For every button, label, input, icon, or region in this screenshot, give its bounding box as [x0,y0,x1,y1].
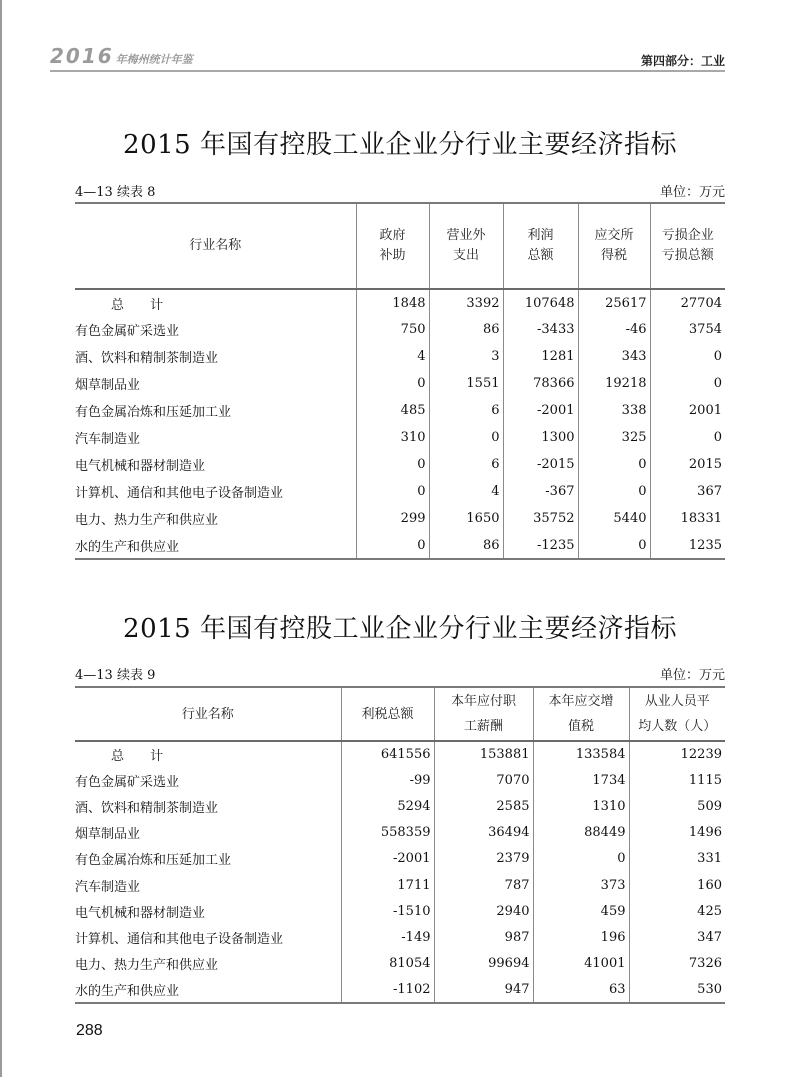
cell-value: 787 [434,872,533,898]
cell-value: 0 [356,532,429,559]
column-header [629,687,725,741]
cell-value: 558359 [341,820,434,846]
cell-value: 78366 [503,370,578,397]
cell-value: 86 [429,316,503,343]
industry-name: 酒、饮料和精制茶制造业 [75,351,219,366]
header-line: 亏损企业 [661,228,714,243]
table9-unit: 单位：万元 [659,668,725,683]
column-header [356,203,429,289]
industry-name: 烟草制品业 [75,827,141,843]
cell-value: 2940 [434,898,533,924]
industry-name: 有色金属冶炼和压延加工业 [75,853,232,869]
cell-value: 0 [533,846,629,872]
table-row-total [75,289,725,316]
table-row [75,820,725,846]
cell-value: 331 [629,846,725,872]
header-line: 本年应付职 [450,694,516,709]
cell-value: 1496 [629,820,725,846]
cell-value: 0 [356,370,429,397]
table-row [75,846,725,872]
header-line: 利润 [527,228,554,243]
industry-name: 总 计 [111,749,164,765]
cell-value: 3392 [429,289,503,316]
cell-value: -2001 [503,397,578,424]
cell-value: 485 [356,397,429,424]
cell-value: 641556 [341,741,434,767]
table-row [75,951,725,977]
cell-value: 2015 [650,451,725,478]
table-row [75,424,725,451]
industry-name: 电气机械和器材制造业 [75,459,206,474]
cell-value: 107648 [503,289,578,316]
cell-value: 947 [434,977,533,1003]
header-industry-name [75,203,356,289]
table8-title: 2015 年国有控股工业企业分行业主要经济指标 [123,130,677,160]
page-edge-rule [0,0,2,1077]
cell-value: 1734 [533,767,629,793]
cell-value: 63 [533,977,629,1003]
table8-unit: 单位：万元 [659,185,725,200]
running-header [50,44,725,72]
cell-value: 0 [578,478,650,505]
table-row [75,767,725,793]
cell-value: 0 [356,451,429,478]
cell-value: 6 [429,397,503,424]
cell-value: 425 [629,898,725,924]
cell-value: -2015 [503,451,578,478]
table-row [75,478,725,505]
header-line: 本年应交增 [548,694,614,709]
cell-value: 0 [578,451,650,478]
cell-value: 0 [429,424,503,451]
cell-value: 367 [650,478,725,505]
cell-value: 99694 [434,951,533,977]
industry-name: 有色金属矿采选业 [75,324,180,339]
table9 [75,686,725,1004]
table9-body [75,741,725,1003]
industry-name: 酒、饮料和精制茶制造业 [75,800,219,816]
yearbook-year: 2016 [50,44,114,68]
header-line: 利税总额 [361,706,414,722]
header-line: 行业名称 [189,238,242,253]
cell-value: 25617 [578,289,650,316]
cell-value: 0 [650,370,725,397]
cell-value: 86 [429,532,503,559]
column-header [503,203,578,289]
cell-value: 160 [629,872,725,898]
cell-value: -1102 [341,977,434,1003]
column-header [650,203,725,289]
cell-value: 1310 [533,793,629,819]
header-industry-name [75,687,341,741]
cell-value: 1281 [503,343,578,370]
cell-value: 12239 [629,741,725,767]
cell-value: 530 [629,977,725,1003]
industry-name: 水的生产和供应业 [75,539,180,555]
cell-value: 3 [429,343,503,370]
table-row [75,793,725,819]
yearbook-title [50,44,193,68]
header-line: 得税 [600,248,627,263]
cell-value: 1711 [341,872,434,898]
table9-header-row [75,687,725,741]
cell-value: 1115 [629,767,725,793]
column-header [434,687,533,741]
cell-value: 509 [629,793,725,819]
cell-value: 347 [629,924,725,950]
industry-name: 有色金属矿采选业 [75,774,180,790]
cell-value: 35752 [503,505,578,532]
cell-value: 81054 [341,951,434,977]
table8 [75,202,725,560]
cell-value: 153881 [434,741,533,767]
column-header [341,687,434,741]
industry-name: 电力、热力生产和供应业 [75,958,219,974]
cell-value: 6 [429,451,503,478]
cell-value: -1510 [341,898,434,924]
cell-value: 18331 [650,505,725,532]
table-row-total [75,741,725,767]
table-row [75,898,725,924]
cell-value: 1300 [503,424,578,451]
industry-name: 计算机、通信和其他电子设备制造业 [75,931,284,947]
cell-value: 310 [356,424,429,451]
cell-value: 987 [434,924,533,950]
cell-value: 27704 [650,289,725,316]
column-header [578,203,650,289]
cell-value: 0 [650,424,725,451]
cell-value: 1551 [429,370,503,397]
cell-value: 5440 [578,505,650,532]
cell-value: 41001 [533,951,629,977]
cell-value: 4 [429,478,503,505]
header-line: 从业人员平 [644,694,710,709]
table-row [75,397,725,424]
header-line: 补助 [379,248,406,263]
header-line: 支出 [452,248,479,263]
cell-value: 0 [356,478,429,505]
table8-caption [75,182,725,202]
cell-value: -149 [341,924,434,950]
cell-value: 133584 [533,741,629,767]
cell-value: -2001 [341,846,434,872]
cell-value: -99 [341,767,434,793]
cell-value: -367 [503,478,578,505]
cell-value: 36494 [434,820,533,846]
industry-name: 电气机械和器材制造业 [75,905,206,921]
industry-name: 计算机、通信和其他电子设备制造业 [75,486,284,501]
cell-value: 5294 [341,793,434,819]
cell-value: 325 [578,424,650,451]
cell-value: 0 [650,343,725,370]
cell-value: 338 [578,397,650,424]
table-row [75,370,725,397]
table-row [75,924,725,950]
industry-name: 烟草制品业 [75,378,141,393]
cell-value: 750 [356,316,429,343]
header-line: 应交所 [594,228,634,243]
table9-code: 4—13 续表 9 [75,668,156,683]
cell-value: 4 [356,343,429,370]
industry-name: 水的生产和供应业 [75,983,180,999]
header-line: 工薪酬 [463,719,503,734]
cell-value: 7326 [629,951,725,977]
yearbook-name: 年梅州统计年鉴 [115,53,193,66]
cell-value: 19218 [578,370,650,397]
header-line: 行业名称 [181,706,234,722]
header-line: 亏损总额 [661,248,714,263]
cell-value: 2585 [434,793,533,819]
table9-title: 2015 年国有控股工业企业分行业主要经济指标 [123,614,677,644]
table8-header-row [75,203,725,289]
cell-value: -46 [578,316,650,343]
cell-value: 88449 [533,820,629,846]
table-row [75,316,725,343]
industry-name: 汽车制造业 [75,432,141,447]
table-row [75,505,725,532]
cell-value: 0 [578,532,650,559]
column-header [429,203,503,289]
cell-value: 2001 [650,397,725,424]
cell-value: 3754 [650,316,725,343]
cell-value: 2379 [434,846,533,872]
header-line: 均人数（人） [638,719,717,734]
header-line: 总额 [527,248,554,263]
cell-value: 1235 [650,532,725,559]
cell-value: 7070 [434,767,533,793]
industry-name: 电力、热力生产和供应业 [75,513,219,528]
cell-value: 299 [356,505,429,532]
table-row [75,343,725,370]
industry-name: 总 计 [111,297,164,313]
cell-value: -1235 [503,532,578,559]
cell-value: 1848 [356,289,429,316]
cell-value: 343 [578,343,650,370]
table-row [75,532,725,559]
table8-code: 4—13 续表 8 [75,185,156,200]
section-label: 第四部分：工业 [640,54,725,68]
cell-value: 459 [533,898,629,924]
cell-value: 1650 [429,505,503,532]
header-line: 营业外 [446,228,486,243]
header-line: 值税 [567,719,594,734]
header-line: 政府 [379,228,406,243]
industry-name: 汽车制造业 [75,879,141,895]
cell-value: 196 [533,924,629,950]
cell-value: 373 [533,872,629,898]
page-number: 288 [76,1022,103,1039]
table-row [75,977,725,1003]
table-row [75,872,725,898]
table8-body [75,289,725,559]
cell-value: -3433 [503,316,578,343]
column-header [533,687,629,741]
table9-caption [75,665,725,685]
industry-name: 有色金属冶炼和压延加工业 [75,405,232,420]
table-row [75,451,725,478]
